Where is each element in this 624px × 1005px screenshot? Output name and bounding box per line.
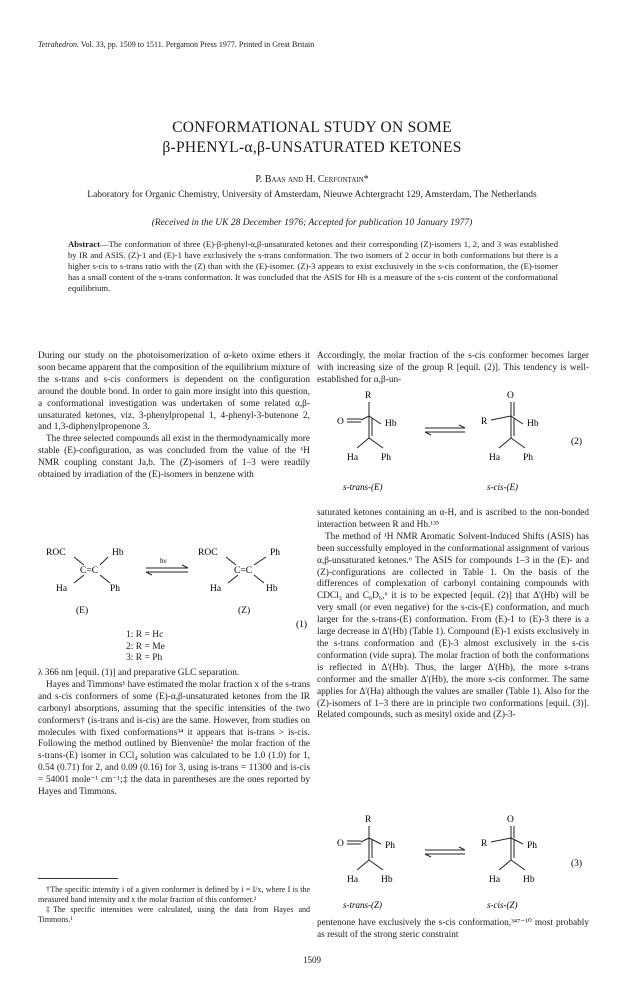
right-col-para-2 [317, 508, 589, 722]
scheme2-o-left: O [337, 417, 344, 427]
scheme2-caption-left: s-trans-(E) [343, 482, 383, 492]
scheme1-ha-left: Ha [56, 584, 68, 594]
scheme3-caption-right: s-cis-(Z) [487, 900, 518, 910]
compound-1: 1: R = Hc [126, 630, 164, 640]
scheme2-ha-left: Ha [347, 453, 359, 463]
scheme3-ha-left: Ha [347, 875, 359, 885]
scheme-3 [317, 812, 589, 916]
scheme3-o-left: O [337, 839, 344, 849]
scheme1-roc-left: ROC [46, 548, 66, 558]
scheme-1 [38, 541, 310, 633]
received-date: (Received in the UK 28 December 1976; Accepted for publication 10 January 1977) [151, 218, 473, 228]
scheme1-label-z: (Z) [238, 606, 251, 616]
scheme1-bond-c [74, 575, 84, 583]
scheme1-ph-left: Ph [110, 584, 121, 594]
hayes-paragraph: Hayes and Timmons¹ have estimated the molar fraction x of the s-trans and s-cis conformers of some (E)-α,β-unsaturated ketones from the IR carbonyl absorptions, assuming that the specific intensities of the two conformers† (is-trans and is-cis) are the same. However, from studies on molecules with fixed conformations³⁴ it appears that is-trans > is-cis. Following the method outlined by Bienvenüe² the molar fraction of the s-trans-(E) isomer in CCl₄ solution was calculated to be 1.0 (1.0) for 1, 0.54 (0.71) for 2, and 0.09 (0.16) for 3, using is-trans = 11300 and is-cis = 54001 mole⁻¹ cm⁻¹;‡ the data in parentheses are the ones reported by Hayes and Timmons. [38, 679, 310, 798]
alpha-h-text: saturated ketones containing an α-H, and is ascribed to the non-bonded interaction between R and Hb.¹³⁵ [317, 508, 589, 530]
scheme2-ph-left: Ph [381, 453, 392, 463]
left-col-para-2 [38, 668, 310, 799]
authors: P. Baas and H. Cerfontain* [255, 174, 369, 185]
scheme3-caption-left: s-trans-(Z) [343, 900, 383, 910]
scheme1-hb-right: Hb [266, 584, 278, 594]
abstract-text: —The conformation of three (E)-β-phenyl-α,β-unsaturated ketones and their corresponding (Z)-isomers 1, 2, and 3 was established by IR and ASIS. (Z)-1 and (E)-1 have exclusively the s-trans conformation. The two isomers of 2 occur in both conformations but there is a higher s-cis to s-trans ratio with the (Z) than with the (E)-isomer. (Z)-3 appears to exist exclusively in the s-cis conformation, the (E)-isomer has a small content of the s-trans conformation. It was concluded that the ASIS for Hb is a measure of the s-cis content of the conformational equilibrium. [68, 239, 558, 293]
scheme3-o-right: O [507, 815, 514, 825]
scheme2-ha-right: Ha [489, 453, 501, 463]
compound-2: 2: R = Me [126, 641, 165, 652]
right-col-para-1: Accordingly, the molar fraction of the s-cis conformer becomes larger with increasing size of the group R [equil. (2)]. This tendency is well-established for α,β-un- [317, 351, 589, 385]
scheme3-hb-left: Hb [381, 875, 393, 885]
scheme1-bond-b [100, 557, 108, 565]
paper-title-line-1: CONFORMATIONAL STUDY ON SOME [172, 119, 452, 136]
journal-name: Tetrahedron. [38, 40, 79, 49]
scheme2-hb-left: Hb [385, 419, 397, 429]
scheme2-caption-right: s-cis-(E) [487, 482, 518, 492]
scheme3-ph-left: Ph [385, 841, 396, 851]
journal-citation: Vol. 33, pp. 1509 to 1511. Pergamon Press 1977. Printed in Great Britain [80, 40, 315, 49]
scheme1-bond-a [74, 557, 84, 565]
scheme3-r-left: R [365, 815, 372, 825]
scheme2-o-right: O [507, 391, 514, 401]
scheme2-r-left: R [365, 391, 372, 401]
right-col-para-3: pentenone have exclusively the s-cis conformation,³⁴⁷⁻¹⁰ most probably as result of the strong steric constraint [317, 918, 589, 940]
scheme1-ha-right: Ha [210, 584, 222, 594]
scheme3-eq-number: (3) [571, 859, 583, 869]
scheme1-cc-right: C=C [234, 566, 253, 576]
scheme1-hb-left: Hb [112, 548, 124, 558]
scheme1-hv: hν [160, 557, 167, 565]
left-col-para-1 [38, 351, 310, 482]
scheme1-label-e: (E) [76, 606, 89, 616]
paper-title-line-2: β-PHENYL-α,β-UNSATURATED KETONES [162, 139, 462, 156]
abstract-label: Abstract [68, 239, 100, 249]
scheme1-bond-d [100, 575, 110, 583]
scheme2-ph-right: Ph [523, 453, 534, 463]
footnotes [38, 885, 310, 925]
intro-paragraph: During our study on the photoisomerization of α-keto oxime ethers it soon became apparent that the composition of the equilibrium mixture of the s-trans and s-cis conformers is dependent on the configuration around the double bond. In order to gain more insight into this question, a conformational investigation was undertaken of some related α,β-unsaturated ketones, viz. 3-phenylpropenal 1, 4-phenyl-3-butenone 2, and 1,3-diphenylpropenone 3. [38, 351, 310, 433]
page-number: 1509 [303, 955, 321, 965]
scheme2-hb-right: Hb [527, 419, 539, 429]
footnote-2: ‡The specific intensities were calculated, using the data from Hayes and Timmons.¹ [38, 905, 310, 924]
scheme3-ph-right: Ph [527, 841, 538, 851]
scheme2-eq-number: (2) [571, 437, 583, 447]
scheme3-hb-right: Hb [523, 875, 535, 885]
abstract [68, 239, 558, 294]
compound-3: 3: R = Ph [126, 653, 163, 663]
irradiation-text: λ 366 nm [equil. (1)] and preparative GLC separation. [38, 668, 240, 678]
journal-header [38, 40, 314, 49]
scheme1-cc-left: C=C [80, 566, 99, 576]
scheme1-ph-right: Ph [270, 548, 281, 558]
footnote-1: †The specific intensity i of a given conformer is defined by i = I/x, where I is the measured band intensity and x the molar fraction of this conformer.² [38, 885, 310, 904]
footnote-rule [38, 878, 118, 879]
scheme1-compound-list [126, 630, 165, 665]
affiliation: Laboratory for Organic Chemistry, University of Amsterdam, Nieuwe Achtergracht 129, Amsterdam, The Netherlands [87, 190, 537, 200]
scheme1-roc-right: ROC [198, 548, 218, 558]
scheme3-r-right: R [481, 839, 488, 849]
scheme3-ha-right: Ha [489, 875, 501, 885]
config-paragraph: The three selected compounds all exist in the thermodynamically more stable (E)-configuration, as was concluded from the value of the ¹H NMR coupling constant Ja,b. The (Z)-isomers of 1–3 were readily obtained by irradiation of the (E)-isomers in benzene with [38, 434, 310, 481]
asis-paragraph: The method of ¹H NMR Aromatic Solvent-Induced Shifts (ASIS) has been successfully employed in the conformational assignment of various α,β-unsaturated ketones.⁶ The ASIS for compounds 1–3 in the (E)- and (Z)-configurations are collected in Table 1. On the basis of the differences of complexation of carbonyl containing compounds with CDCl₃ and C₆D₆,⁶ it is to be expected [equil. (2)] that Δ'(Hb) will be very small (or even negative) for the s-cis-(E) conformation, and much larger for the s-trans-(E) conformation. From (E)-1 to (E)-3 there is a large decrease in Δ'(Hb) (Table 1). Compound (E)-1 exists exclusively in the s-trans conformation and (E)-3 almost exclusively in the s-cis conformation (vide supra). The molar fraction of both the conformations is reflected in Δ'(Hb). Thus, the larger Δ'(Hb), the more s-trans conformer and the smaller Δ'(Hb), the more s-cis conformer. The same applies for Δ'(Ha) although the values are smaller (Table 1). Also for the (Z)-isomers of 1–3 there are in principle two conformations [equil. (3)]. Related compounds, such as mesityl oxide and (Z)-3- [317, 531, 589, 721]
scheme2-r-right: R [481, 417, 488, 427]
scheme1-eq-number: (1) [296, 620, 308, 630]
scheme-2 [317, 386, 589, 504]
